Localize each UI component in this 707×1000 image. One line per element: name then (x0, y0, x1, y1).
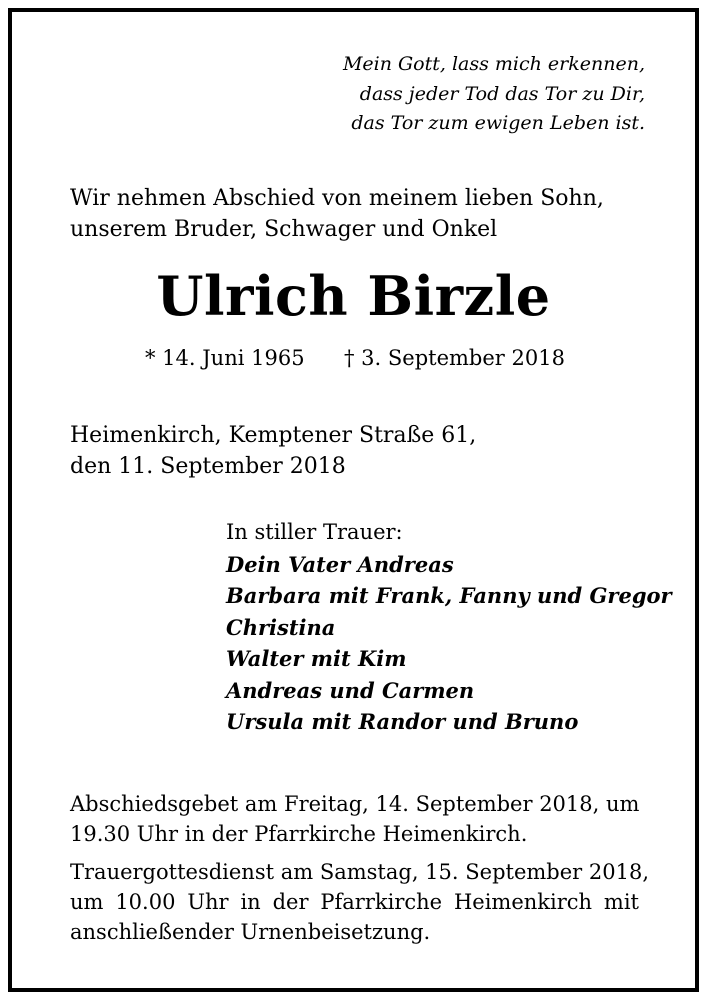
quote-line: Mein Gott, lass mich erkennen, (342, 53, 645, 75)
farewell-prayer-notice (70, 789, 639, 849)
service-line: Abschiedsgebet am Freitag, 14. September 2018, um (70, 792, 640, 816)
farewell-intro (70, 183, 604, 245)
mourner-name: Barbara mit Frank, Fanny und Gregor (226, 583, 672, 608)
place-and-date (70, 420, 476, 482)
bible-quote (343, 50, 645, 139)
mourner-name: Dein Vater Andreas (226, 551, 454, 577)
birth-date: * 14. Juni 1965 (145, 346, 305, 370)
deceased-name: Ulrich Birzle (156, 264, 551, 328)
mourner-name: Andreas und Carmen (226, 677, 475, 703)
mourner-name: Christina (226, 614, 336, 640)
mourner-name: Walter mit Kim (226, 646, 407, 671)
service-line: 19.30 Uhr in der Pfarrkirche Heimenkirch. (70, 822, 528, 846)
death-date: † 3. September 2018 (344, 346, 565, 370)
intro-line: unserem Bruder, Schwager und Onkel (70, 217, 498, 242)
funeral-service-notice (70, 857, 649, 947)
service-line: um 10.00 Uhr in der Pfarrkirche Heimenkirch mit (70, 890, 639, 914)
mourner-name: Ursula mit Randor und Bruno (226, 709, 579, 734)
place-line: Heimenkirch, Kemptener Straße 61, (70, 423, 477, 448)
mourners-heading: In stiller Trauer: (226, 520, 403, 544)
service-line: anschließender Urnenbeisetzung. (70, 920, 431, 944)
intro-line: Wir nehmen Abschied von meinem lieben Sohn, (70, 186, 604, 211)
quote-line: dass jeder Tod das Tor zu Dir, (359, 82, 645, 105)
quote-line: das Tor zum ewigen Leben ist. (351, 112, 645, 134)
place-line: den 11. September 2018 (70, 454, 346, 479)
service-line: Trauergottesdienst am Samstag, 15. September 2018, (70, 860, 649, 884)
mourners-list (226, 517, 672, 738)
